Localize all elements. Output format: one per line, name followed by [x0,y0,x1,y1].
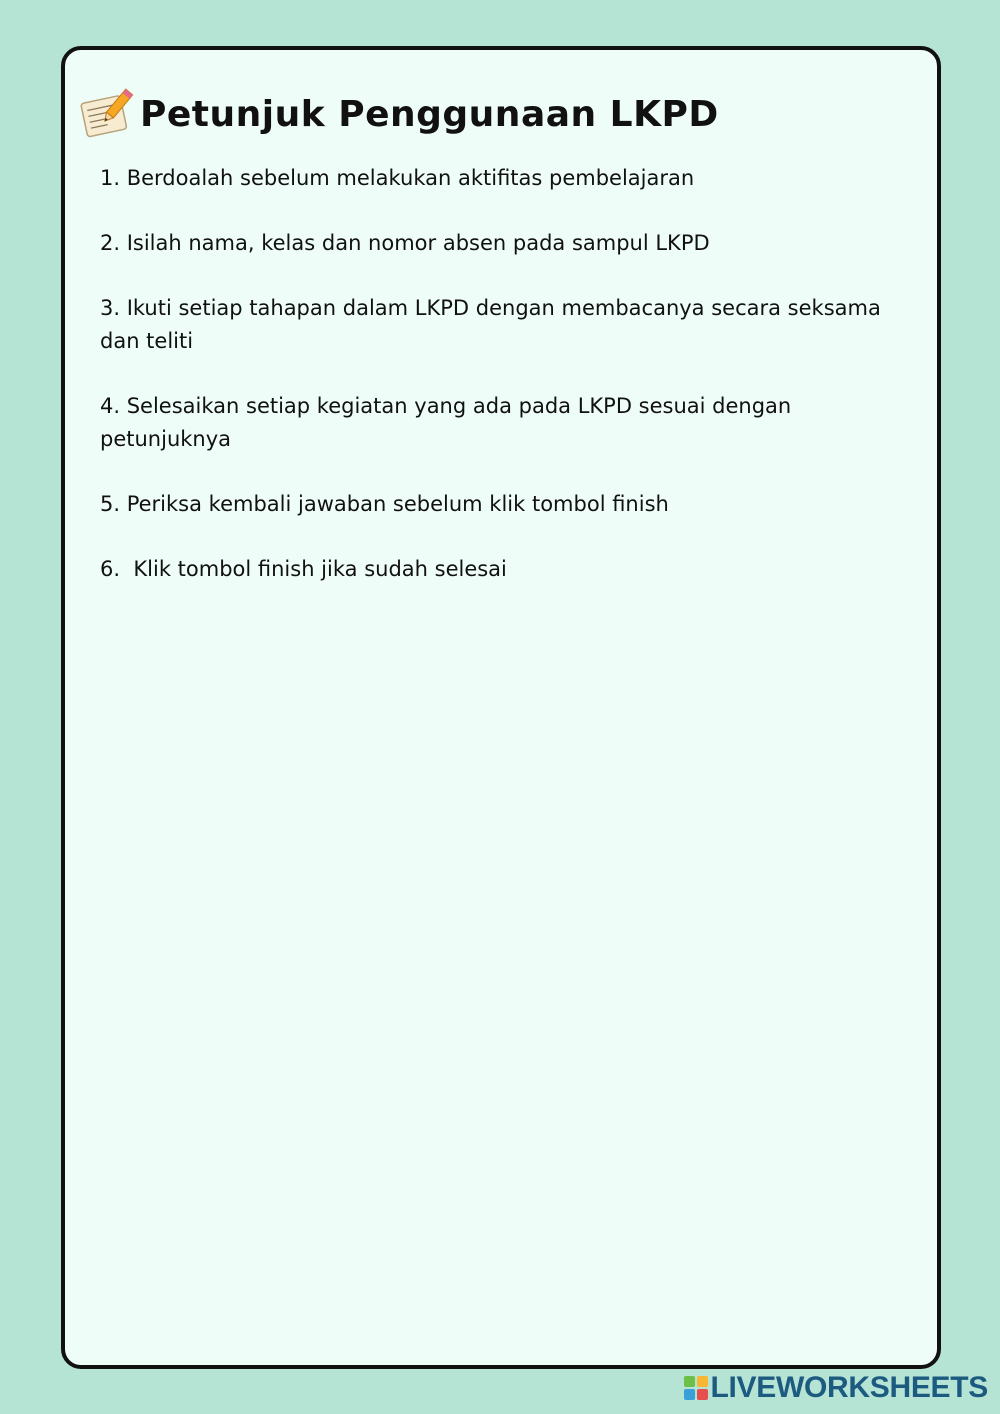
liveworksheets-brand[interactable] [684,1370,989,1406]
liveworksheets-logo-icon [684,1376,708,1400]
instruction-list [100,162,890,618]
instruction-item-2: 2. Isilah nama, kelas dan nomor absen pada sampul LKPD [100,231,710,255]
instruction-item-6: 6. Klik tombol finish jika sudah selesai [100,557,507,581]
brand-name: LIVEWORKSHEETS [710,1371,988,1404]
memo-pencil-icon [76,85,134,143]
page-title: Petunjuk Penggunaan LKPD [140,93,719,135]
title-row [76,84,719,144]
instruction-item-4: 4. Selesaikan setiap kegiatan yang ada pada LKPD sesuai dengan petunjuknya [100,394,798,451]
instruction-item-3: 3. Ikuti setiap tahapan dalam LKPD dengan membacanya secara seksama dan teliti [100,296,888,353]
instruction-item-5: 5. Periksa kembali jawaban sebelum klik tombol finish [100,492,669,516]
instruction-item-1: 1. Berdoalah sebelum melakukan aktifitas pembelajaran [100,166,695,190]
